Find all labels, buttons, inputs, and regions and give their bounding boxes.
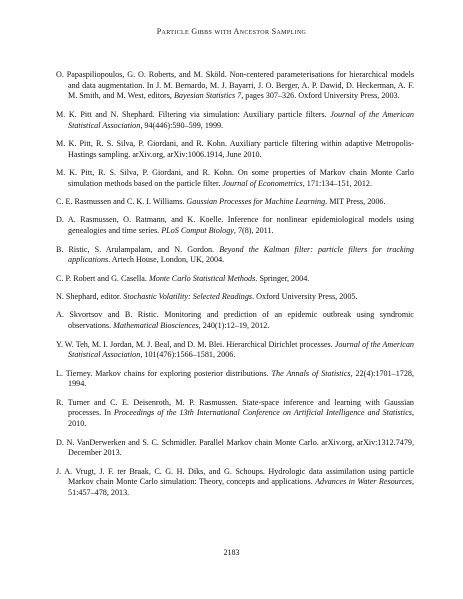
reference-entry — [56, 215, 414, 236]
reference-text: N. Shephard, editor. — [56, 292, 124, 302]
reference-details: , 7(8), 2011. — [233, 226, 274, 236]
reference-entry — [56, 197, 414, 208]
reference-text: R. Turner and C. E. Deisenroth, M. P. Rasmussen. State-space inference and learning with Gaussian processes. In — [56, 397, 414, 418]
reference-text: O. Papaspiliopoulos, G. O. Roberts, and M. Sköld. Non-centered parameterisations for hierarchical models and data augmentation. In J. M. Bernardo, M. J. Bayarri, J. O. Berger, A. P. Dawid, D. Heckerman, A. F. M. Smith, and M. West, editors, — [56, 70, 414, 101]
reference-details: , 94(446):590–599, 1999. — [140, 120, 224, 130]
reference-details: , 51:457–478, 2013. — [68, 477, 414, 498]
reference-text: J. A. Vrugt, J. F. ter Braak, C. G. H. Diks, and G. Schoups. Hydrologic data assimilation using particle Markov chain Monte Carlo simulation: Theory, concepts and applications. — [56, 466, 414, 487]
running-head: Particle Gibbs with Ancestor Sampling — [156, 27, 307, 36]
reference-venue: Monte Carlo Statistical Methods — [148, 273, 256, 283]
reference-details: , 22(4):1701–1728, 1994. — [68, 368, 414, 389]
reference-details: . Springer, 2004. — [255, 273, 310, 283]
reference-text: A. Skvortsov and B. Ristic. Monitoring and prediction of an epidemic outbreak using syndromic observations. — [56, 310, 414, 331]
reference-venue: Beyond the Kalman filter: particle filters for tracking applications — [68, 244, 414, 265]
reference-details: , 240(1):12–19, 2012. — [198, 321, 270, 331]
reference-venue: Stochastic Volatility: Selected Readings — [123, 292, 253, 302]
reference-details: , 171:134–151, 2012. — [302, 178, 372, 188]
reference-venue: Journal of Econometrics — [222, 178, 303, 188]
reference-entry — [56, 110, 414, 131]
reference-text: B. Ristic, S. Arulampalam, and N. Gordon. — [56, 244, 220, 254]
reference-text: Y. W. Teh, M. I. Jordan, M. J. Beal, and D. M. Blei. Hierarchical Dirichlet processes. — [56, 339, 335, 349]
reference-venue: Mathematical Biosciences — [113, 321, 199, 331]
reference-entry — [56, 398, 414, 430]
reference-venue: Journal of the American Statistical Association — [68, 109, 414, 130]
reference-entry — [56, 310, 414, 331]
reference-venue: Bayesian Statistics 7 — [173, 91, 242, 101]
reference-text: L. Tierney. Markov chains for exploring posterior distributions. — [56, 368, 272, 378]
reference-text: M. K. Pitt and N. Shephard. Filtering via simulation: Auxiliary particle filters. — [56, 109, 331, 119]
reference-entry — [56, 467, 414, 499]
reference-details: , pages 307–326. Oxford University Press, 2003. — [241, 91, 400, 101]
reference-list — [56, 70, 414, 506]
reference-venue: Gaussian Processes for Machine Learning — [186, 197, 326, 207]
page-number: 2183 — [223, 548, 240, 557]
reference-details: . Oxford University Press, 2005. — [252, 292, 358, 302]
reference-details: . Artech House, London, UK, 2004. — [108, 255, 225, 265]
reference-text: M. K. Pitt, R. S. Silva, P. Giordani, and R. Kohn. Auxiliary particle filtering within adaptive Metropolis-Hastings sampling. arXiv.org, arXiv:1006.1914, June 2010. — [56, 138, 414, 159]
reference-entry — [56, 70, 414, 102]
reference-details: , 2010. — [68, 408, 414, 429]
reference-entry — [56, 340, 414, 361]
reference-entry — [56, 438, 414, 459]
reference-details: . MIT Press, 2006. — [325, 197, 386, 207]
reference-entry — [56, 274, 414, 285]
reference-entry — [56, 245, 414, 266]
reference-entry — [56, 139, 414, 160]
reference-entry — [56, 369, 414, 390]
reference-venue: Journal of the American Statistical Association — [68, 339, 414, 360]
reference-text: M. K. Pitt, R. S. Silva, P. Giordani, and R. Kohn. On some properties of Markov chain Monte Carlo simulation methods based on the particle filter. — [56, 167, 414, 188]
reference-venue: Advances in Water Resources — [315, 477, 412, 487]
reference-text: D. N. VanDerwerken and S. C. Schmidler. Parallel Markov chain Monte Carlo. arXiv.org, arXiv:1312.7479, December 2013. — [56, 437, 414, 458]
reference-text: D. A. Rasmussen, O. Ratmann, and K. Koelle. Inference for nonlinear epidemiological models using genealogies and time series. — [56, 215, 414, 236]
reference-details: , 101(476):1566–1581, 2006. — [140, 350, 236, 360]
reference-text: C. P. Robert and G. Casella. — [56, 273, 149, 283]
reference-venue: Proceedings of the 13th International Conference on Artificial Intelligence and Statistics — [113, 408, 412, 418]
reference-venue: The Annals of Statistics — [271, 368, 351, 378]
reference-entry — [56, 292, 414, 303]
reference-venue: PLoS Comput Biology — [161, 226, 234, 236]
reference-text: C. E. Rasmussen and C. K. I. Williams. — [56, 197, 187, 207]
reference-entry — [56, 168, 414, 189]
